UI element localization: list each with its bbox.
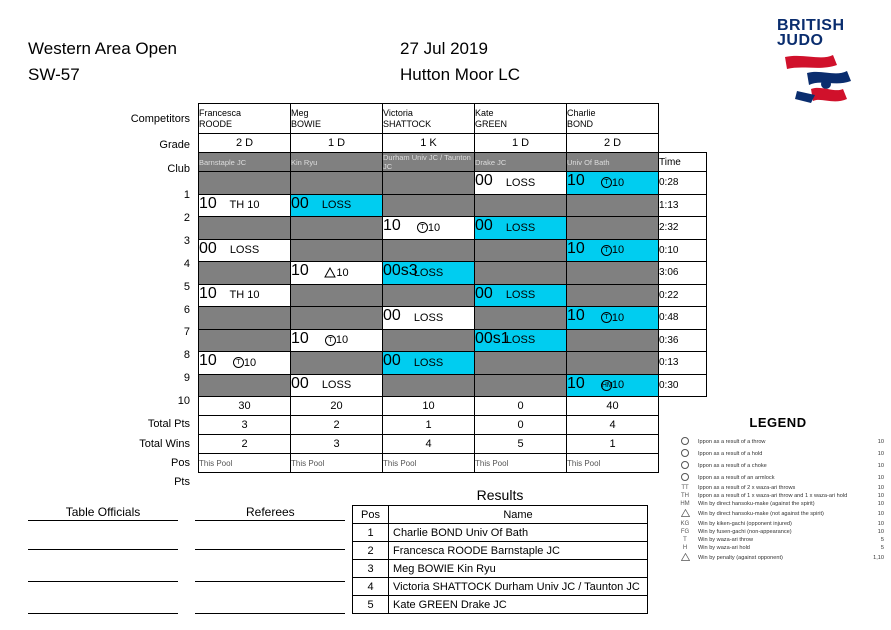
match-result-cell[interactable]	[475, 217, 567, 240]
match-result-cell[interactable]	[291, 239, 383, 262]
match-result-cell[interactable]	[475, 352, 567, 375]
cell-result: T 10	[383, 217, 474, 239]
circle-T-icon: T	[601, 177, 612, 188]
legend-description: Win by fusen-gachi (non-appearance)	[698, 529, 792, 535]
cell-superscript: 10	[383, 217, 401, 234]
competitor-grade: 1 K	[383, 134, 475, 153]
match-result-cell[interactable]	[383, 172, 475, 195]
logo-line1: BRITISH	[777, 17, 845, 34]
legend-symbol	[672, 484, 698, 492]
match-result-cell[interactable]	[199, 329, 291, 352]
results-section	[352, 487, 648, 614]
label-match-5: 5	[183, 281, 190, 293]
cell-superscript: 00	[383, 307, 401, 324]
label-pts: Pts	[174, 476, 190, 488]
legend-value: 1,10	[873, 555, 884, 561]
event-venue: Hutton Moor LC	[400, 65, 520, 84]
event-title: Western Area Open	[28, 39, 177, 58]
circle-T-icon: T	[233, 357, 244, 368]
legend-description: Win by penalty (against opponent)	[698, 555, 783, 561]
results-row-pos: 3	[353, 560, 389, 578]
label-total-wins: Total Wins	[139, 438, 190, 450]
label-grade: Grade	[159, 139, 190, 151]
match-result-cell[interactable]	[199, 172, 291, 195]
cell-superscript: 00	[383, 352, 401, 369]
competitor-name-cell	[383, 104, 475, 134]
match-result-cell[interactable]	[567, 262, 659, 285]
cell-result: T 10	[567, 172, 658, 194]
club-row	[199, 153, 707, 172]
match-result-cell[interactable]	[291, 307, 383, 330]
competitor-name-cell	[199, 104, 291, 134]
results-row	[353, 524, 648, 542]
british-judo-logo	[777, 18, 873, 104]
match-result-cell[interactable]	[291, 262, 383, 285]
match-result-cell[interactable]	[475, 262, 567, 285]
legend-value: 10	[877, 529, 884, 535]
cell-superscript: 10	[199, 284, 217, 302]
cell-result: HM 10	[601, 379, 625, 392]
label-total-pts: Total Pts	[147, 418, 190, 430]
grade-row	[199, 134, 707, 153]
legend-symbol-text: KG	[680, 521, 690, 527]
circle-T-icon: T	[417, 222, 428, 233]
cell-result: LOSS	[505, 221, 536, 234]
legend-symbol	[672, 448, 698, 460]
judoka-figure-icon	[777, 51, 869, 107]
match-result-cell[interactable]	[383, 262, 475, 285]
pool-table	[198, 103, 707, 473]
legend-symbol	[672, 436, 698, 448]
pts-value: This Pool	[199, 454, 291, 473]
cell-result: TH 10	[229, 199, 260, 212]
match-result-cell[interactable]	[475, 329, 567, 352]
label-match-1: 1	[183, 189, 190, 201]
match-time: 3:06	[659, 262, 707, 285]
cell-result: LOSS	[321, 199, 352, 212]
match-time: 0:36	[659, 329, 707, 352]
legend-description: Ippon as a result of a choke	[698, 463, 767, 469]
cell-superscript: 00	[199, 239, 217, 257]
match-result-cell[interactable]	[291, 329, 383, 352]
event-header	[28, 36, 177, 88]
match-result-cell[interactable]	[567, 172, 659, 195]
match-result-cell[interactable]	[567, 239, 659, 262]
triangle-icon	[681, 553, 690, 561]
legend-row	[672, 492, 884, 500]
match-time: 0:30	[659, 374, 707, 397]
cell-superscript: 10	[291, 262, 309, 279]
competitor-club: Kin Ryu	[291, 153, 383, 172]
legend-symbol	[672, 536, 698, 544]
match-result-cell[interactable]	[291, 172, 383, 195]
legend-description: Win by direct hansoku-make (against the spirit)	[698, 501, 815, 507]
results-row	[353, 560, 648, 578]
total-wins-value: 1	[383, 416, 475, 435]
cell-result: T 10	[567, 240, 658, 262]
results-row-name: Victoria SHATTOCK Durham Univ JC / Taunton JC	[389, 578, 648, 596]
legend-row	[672, 500, 884, 508]
legend-symbol-text: HM	[680, 501, 690, 507]
match-time: 0:13	[659, 352, 707, 375]
cell-superscript: 00s1	[475, 329, 510, 347]
total-wins-value: 2	[291, 416, 383, 435]
referees-line-1[interactable]	[195, 549, 345, 550]
total-wins-value: 0	[475, 416, 567, 435]
legend-description: Win by kiken-gachi (opponent injured)	[698, 521, 792, 527]
match-result-cell[interactable]	[383, 374, 475, 397]
match-result-cell[interactable]	[383, 329, 475, 352]
match-row	[199, 374, 707, 397]
total-wins-row	[199, 416, 707, 435]
cell-result: LOSS	[505, 289, 536, 302]
triangle-icon	[681, 509, 690, 517]
competitor-first-name: Victoria	[383, 107, 413, 118]
label-match-6: 6	[183, 304, 190, 316]
results-row-pos: 1	[353, 524, 389, 542]
pts-value: This Pool	[475, 454, 567, 473]
legend-symbol	[672, 528, 698, 536]
legend-row	[672, 544, 884, 552]
match-result-cell[interactable]	[199, 194, 291, 217]
pos-value: 1	[567, 435, 659, 454]
results-row-name: Francesca ROODE Barnstaple JC	[389, 542, 648, 560]
legend-row	[672, 484, 884, 492]
legend-value: 10	[877, 439, 884, 445]
legend-value: 10	[877, 485, 884, 491]
match-row	[199, 329, 707, 352]
match-row	[199, 172, 707, 195]
legend-symbol	[672, 552, 698, 564]
legend-symbol	[672, 472, 698, 484]
cell-superscript: 10	[199, 352, 217, 369]
legend-symbol	[672, 508, 698, 520]
cell-superscript: 00s3	[383, 262, 418, 279]
pos-value: 3	[291, 435, 383, 454]
match-result-cell[interactable]	[567, 329, 659, 352]
legend-symbol-text: TT	[681, 485, 689, 491]
competitor-last-name: GREEN	[475, 118, 508, 129]
pts-row	[199, 454, 707, 473]
competitor-grade: 1 D	[475, 134, 567, 153]
match-result-cell[interactable]	[291, 217, 383, 240]
label-pos: Pos	[171, 457, 190, 469]
match-result-cell[interactable]	[475, 239, 567, 262]
legend-symbol	[672, 544, 698, 552]
officials-section	[28, 505, 348, 617]
table-officials-title: Table Officials	[28, 505, 178, 521]
match-row	[199, 194, 707, 217]
legend-value: 10	[877, 511, 884, 517]
cell-result: LOSS	[413, 266, 444, 279]
legend-symbol-text: FG	[680, 529, 690, 535]
pts-value: This Pool	[383, 454, 475, 473]
match-result-cell[interactable]	[475, 374, 567, 397]
legend-description: Win by direct hansoku-make (not against the spirit)	[698, 511, 824, 517]
competitor-club: Univ Of Bath	[567, 153, 659, 172]
legend-value: 10	[877, 501, 884, 507]
match-result-cell[interactable]	[383, 239, 475, 262]
event-datevenue	[400, 36, 520, 88]
legend-description: Ippon as a result of 2 x waza-ari throws	[698, 485, 796, 491]
logo-line2: JUDO	[777, 32, 824, 49]
circle-HM-icon: HM	[601, 381, 613, 389]
match-result-cell[interactable]	[567, 374, 659, 397]
match-result-cell[interactable]	[475, 284, 567, 307]
legend-description: Win by waza-ari hold	[698, 545, 750, 551]
total-pts-value: 0	[475, 397, 567, 416]
legend-row	[672, 460, 884, 472]
legend-symbol	[672, 460, 698, 472]
legend-value: 10	[877, 475, 884, 481]
event-date: 27 Jul 2019	[400, 39, 488, 58]
circle-T-icon: T	[325, 335, 336, 346]
results-col-pos: Pos	[353, 506, 389, 524]
circle-A-icon	[681, 473, 689, 481]
results-row	[353, 578, 648, 596]
results-row	[353, 596, 648, 614]
cell-superscript: 10	[567, 307, 585, 324]
table-officials-line-1[interactable]	[28, 549, 178, 550]
match-result-cell[interactable]	[383, 284, 475, 307]
cell-superscript: 00	[291, 194, 309, 212]
match-result-cell[interactable]	[199, 217, 291, 240]
cell-result: LOSS	[505, 334, 536, 347]
circle-H-icon	[681, 449, 689, 457]
match-result-cell[interactable]	[291, 374, 383, 397]
legend-row	[672, 448, 884, 460]
match-result-cell[interactable]	[383, 352, 475, 375]
legend-symbol	[672, 500, 698, 508]
pos-row	[199, 435, 707, 454]
match-result-cell[interactable]	[475, 172, 567, 195]
pos-value: 4	[383, 435, 475, 454]
total-pts-value: 30	[199, 397, 291, 416]
competitor-first-name: Meg	[291, 107, 309, 118]
referees-line-3[interactable]	[195, 613, 345, 614]
cell-superscript: 00	[291, 374, 309, 392]
cell-superscript: 00	[475, 217, 493, 234]
results-header-row	[353, 506, 648, 524]
match-time: 0:48	[659, 307, 707, 330]
competitor-last-name: BOWIE	[291, 118, 322, 129]
results-row-name: Kate GREEN Drake JC	[389, 596, 648, 614]
competitor-last-name: SHATTOCK	[383, 118, 432, 129]
pts-value: This Pool	[291, 454, 383, 473]
match-result-cell[interactable]	[199, 239, 291, 262]
match-result-cell[interactable]	[291, 194, 383, 217]
pts-value: This Pool	[567, 454, 659, 473]
label-match-2: 2	[183, 212, 190, 224]
legend-table	[672, 436, 884, 564]
cell-superscript: 10	[199, 194, 217, 212]
competitor-grade: 2 D	[567, 134, 659, 153]
match-result-cell[interactable]	[383, 217, 475, 240]
competitor-first-name: Kate	[475, 107, 494, 118]
label-match-10: 10	[177, 395, 190, 407]
cell-result: LOSS	[229, 244, 260, 257]
legend-description: Ippon as a result of a throw	[698, 439, 766, 445]
match-row	[199, 284, 707, 307]
legend-value: 10	[877, 493, 884, 499]
cell-result: LOSS	[505, 176, 536, 189]
competitor-names-row	[199, 104, 707, 134]
label-match-9: 9	[183, 372, 190, 384]
match-result-cell[interactable]	[199, 307, 291, 330]
match-result-cell[interactable]	[199, 352, 291, 375]
results-row-name: Charlie BOND Univ Of Bath	[389, 524, 648, 542]
match-row	[199, 262, 707, 285]
cell-superscript: 10	[567, 239, 585, 257]
cell-result: T 10	[291, 330, 382, 352]
match-result-cell[interactable]	[567, 284, 659, 307]
results-title: Results	[476, 487, 524, 503]
legend-symbol	[672, 492, 698, 500]
match-time: 2:32	[659, 217, 707, 240]
pool-matrix	[198, 103, 707, 473]
total-pts-value: 40	[567, 397, 659, 416]
label-competitors: Competitors	[130, 113, 190, 125]
legend-row	[672, 552, 884, 564]
cell-result: T 10	[567, 307, 658, 329]
match-result-cell[interactable]	[383, 194, 475, 217]
total-pts-value: 10	[383, 397, 475, 416]
pos-value: 5	[475, 435, 567, 454]
results-row-pos: 5	[353, 596, 389, 614]
competitor-grade: 1 D	[291, 134, 383, 153]
referees-title: Referees	[195, 505, 345, 521]
results-row-name: Meg BOWIE Kin Ryu	[389, 560, 648, 578]
legend-value: 5	[880, 545, 884, 551]
cell-result: LOSS	[321, 379, 352, 392]
competitor-name-cell	[291, 104, 383, 134]
label-club: Club	[167, 163, 190, 175]
match-result-cell[interactable]	[567, 352, 659, 375]
match-time: 0:10	[659, 239, 707, 262]
legend-description: Ippon as a result of a hold	[698, 451, 763, 457]
cell-superscript: 00	[475, 172, 493, 189]
time-column-header: Time	[659, 153, 707, 172]
total-pts-row	[199, 397, 707, 416]
legend-section	[672, 415, 884, 564]
cell-superscript: 10	[291, 329, 309, 347]
label-match-4: 4	[183, 258, 190, 270]
match-row	[199, 239, 707, 262]
pos-value: 2	[199, 435, 291, 454]
legend-description: Win by waza-ari throw	[698, 537, 754, 543]
competitor-club: Drake JC	[475, 153, 567, 172]
legend-symbol-text: H	[682, 545, 688, 551]
match-result-cell[interactable]	[475, 194, 567, 217]
match-result-cell[interactable]	[199, 284, 291, 307]
legend-symbol-text: TH	[681, 493, 689, 499]
legend-value: 10	[877, 451, 884, 457]
cell-result: TH 10	[229, 289, 260, 302]
legend-row	[672, 536, 884, 544]
competitor-last-name: BOND	[567, 118, 594, 129]
label-match-3: 3	[183, 235, 190, 247]
competitor-first-name: Francesca	[199, 107, 242, 118]
table-officials-line-3[interactable]	[28, 613, 178, 614]
cell-superscript: 00	[475, 284, 493, 302]
label-match-8: 8	[183, 349, 190, 361]
competitor-club: Barnstaple JC	[199, 153, 291, 172]
match-result-cell[interactable]	[199, 262, 291, 285]
total-wins-value: 4	[567, 416, 659, 435]
legend-row	[672, 472, 884, 484]
referees-line-2[interactable]	[195, 581, 345, 582]
results-row-pos: 4	[353, 578, 389, 596]
results-table	[352, 505, 648, 614]
match-time: 0:22	[659, 284, 707, 307]
total-wins-value: 3	[199, 416, 291, 435]
legend-row	[672, 528, 884, 536]
match-result-cell[interactable]	[383, 307, 475, 330]
competitor-first-name: Charlie	[567, 107, 596, 118]
legend-symbol	[672, 520, 698, 528]
legend-value: 10	[877, 521, 884, 527]
legend-row	[672, 520, 884, 528]
circle-T-icon	[681, 437, 689, 445]
competitor-last-name: ROODE	[199, 118, 233, 129]
match-row	[199, 307, 707, 330]
legend-description: Ippon as a result of an armlock	[698, 475, 775, 481]
legend-title: LEGEND	[749, 415, 807, 430]
results-col-name: Name	[389, 506, 648, 524]
cell-result: LOSS	[413, 356, 444, 369]
event-category: SW-57	[28, 65, 80, 84]
match-row	[199, 352, 707, 375]
total-pts-value: 20	[291, 397, 383, 416]
legend-symbol-text: T	[683, 537, 687, 543]
match-result-cell[interactable]	[475, 307, 567, 330]
cell-result: LOSS	[413, 311, 444, 324]
match-result-cell[interactable]	[567, 194, 659, 217]
legend-value: 5	[880, 537, 884, 543]
cell-result: T 10	[199, 352, 290, 374]
competitor-grade: 2 D	[199, 134, 291, 153]
label-match-7: 7	[183, 326, 190, 338]
circle-T-icon: T	[601, 245, 612, 256]
circle-S-icon	[681, 461, 689, 469]
legend-value: 10	[877, 463, 884, 469]
match-result-cell[interactable]	[291, 352, 383, 375]
triangle-icon	[324, 267, 336, 278]
match-result-cell[interactable]	[567, 217, 659, 240]
match-result-cell[interactable]	[567, 307, 659, 330]
cell-superscript: 10	[567, 374, 585, 392]
circle-T-icon: T	[601, 312, 612, 323]
legend-row	[672, 436, 884, 448]
match-result-cell[interactable]	[199, 374, 291, 397]
results-row	[353, 542, 648, 560]
match-row	[199, 217, 707, 240]
table-officials-line-2[interactable]	[28, 581, 178, 582]
cell-result: 10	[291, 262, 382, 284]
match-time: 0:28	[659, 172, 707, 195]
competitor-club: Durham Univ JC / Taunton JC	[383, 153, 475, 172]
legend-description: Ippon as a result of 1 x waza-ari throw and 1 x waza-ari hold	[698, 493, 848, 499]
competitor-name-cell	[475, 104, 567, 134]
cell-superscript: 10	[567, 172, 585, 189]
match-result-cell[interactable]	[291, 284, 383, 307]
competitor-name-cell	[567, 104, 659, 134]
match-time: 1:13	[659, 194, 707, 217]
legend-row	[672, 508, 884, 520]
results-row-pos: 2	[353, 542, 389, 560]
